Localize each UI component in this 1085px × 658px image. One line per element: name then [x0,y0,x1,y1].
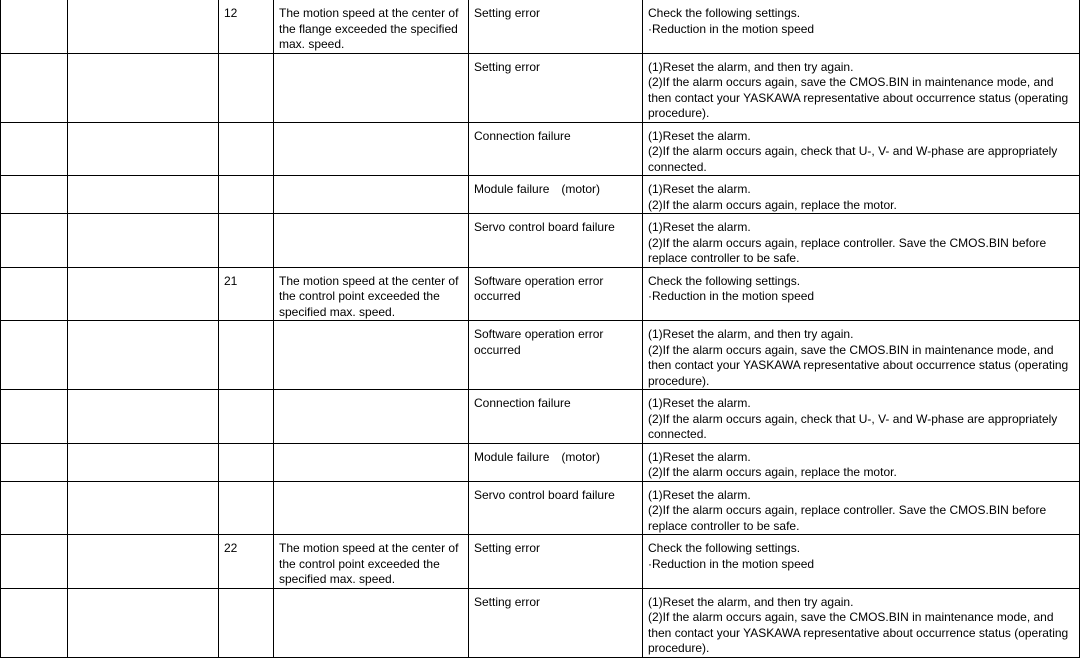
remedy-line: (1)Reset the alarm, and then try again. [648,594,854,609]
alarm-name-cell [68,443,219,481]
meaning-cell [274,176,469,214]
alarm-number-cell [1,588,68,657]
table-row [1,535,1080,589]
cause-cell: Setting error [469,53,643,122]
alarm-name-cell [68,122,219,176]
sub-code-cell [219,588,274,657]
table-row [1,481,1080,535]
table-row [1,0,1080,53]
sub-code-cell [219,176,274,214]
table-row [1,390,1080,444]
remedy-line: Check the following settings. [648,6,801,20]
table-row [1,176,1080,214]
remedy-cell [643,481,1080,535]
meaning-text: The motion speed at the center of the control point exceeded the specified max. speed. [279,541,459,586]
meaning-cell [274,267,469,321]
remedy-line: (2)If the alarm occurs again, replace the motor. [648,465,897,479]
table-row [1,443,1080,481]
remedy-line: (1)Reset the alarm. [648,449,751,464]
cause-cell: Setting error [469,0,643,53]
remedy-line: (1)Reset the alarm. [648,220,751,234]
table-row [1,267,1080,321]
alarm-table-body [1,0,1080,657]
meaning-cell [274,390,469,444]
remedy-cell [643,321,1080,390]
alarm-name-cell [68,481,219,535]
remedy-cell [643,53,1080,122]
sub-code-cell [219,390,274,444]
remedy-line: ·Reduction in the motion speed [648,556,815,571]
alarm-name-cell [68,321,219,390]
remedy-cell [643,535,1080,589]
alarm-number-cell [1,214,68,268]
remedy-line: (1)Reset the alarm. [648,396,751,410]
remedy-line: (1)Reset the alarm. [648,487,751,502]
meaning-cell [274,588,469,657]
remedy-cell [643,588,1080,657]
cause-cell: Connection failure [469,390,643,444]
remedy-line: (2)If the alarm occurs again, check that U-, V- and W-phase are appropriately connected. [648,411,1058,441]
remedy-line: (2)If the alarm occurs again, replace controller. Save the CMOS.BIN before replace controller to be safe. [648,503,1047,533]
sub-code-cell: 22 [219,535,274,589]
remedy-cell [643,390,1080,444]
cause-cell: Module failure (motor) [469,176,643,214]
table-row [1,588,1080,657]
alarm-number-cell [1,321,68,390]
alarm-number-cell [1,267,68,321]
cause-cell: Software operation error occurred [469,321,643,390]
table-row [1,53,1080,122]
meaning-text: The motion speed at the center of the flange exceeded the specified max. speed. [279,6,459,51]
alarm-number-cell [1,122,68,176]
cause-cell: Servo control board failure [469,481,643,535]
remedy-cell [643,214,1080,268]
alarm-name-cell [68,0,219,53]
meaning-cell [274,321,469,390]
cause-cell: Connection failure [469,122,643,176]
sub-code-cell [219,443,274,481]
meaning-cell [274,443,469,481]
cause-cell: Setting error [469,588,643,657]
remedy-line: (2)If the alarm occurs again, save the CMOS.BIN in maintenance mode, and then contact your YASKAWA representative about occurrence status (operating procedure). [648,342,1069,388]
remedy-cell [643,0,1080,53]
sub-code-cell [219,481,274,535]
remedy-line: Check the following settings. [648,541,801,555]
alarm-number-cell [1,0,68,53]
table-row [1,321,1080,390]
alarm-number-cell [1,176,68,214]
alarm-name-cell [68,214,219,268]
alarm-number-cell [1,535,68,589]
alarm-name-cell [68,390,219,444]
remedy-line: (1)Reset the alarm. [648,128,751,143]
meaning-cell [274,481,469,535]
meaning-cell [274,214,469,268]
sub-code-cell: 21 [219,267,274,321]
alarm-number-cell [1,390,68,444]
alarm-name-cell [68,53,219,122]
remedy-cell [643,176,1080,214]
remedy-cell [643,443,1080,481]
sub-code-cell [219,53,274,122]
alarm-number-cell [1,481,68,535]
cause-cell: Setting error [469,535,643,589]
table-row [1,214,1080,268]
sub-code-cell: 12 [219,0,274,53]
remedy-line: (1)Reset the alarm, and then try again. [648,59,854,74]
alarm-number-cell [1,53,68,122]
alarm-name-cell [68,588,219,657]
alarm-number-cell [1,443,68,481]
alarm-name-cell [68,267,219,321]
meaning-cell [274,122,469,176]
remedy-line: (2)If the alarm occurs again, save the CMOS.BIN in maintenance mode, and then contact your YASKAWA representative about occurrence status (operating procedure). [648,75,1069,120]
remedy-line: ·Reduction in the motion speed [648,21,815,36]
alarm-name-cell [68,535,219,589]
remedy-cell [643,122,1080,176]
remedy-cell [643,267,1080,321]
meaning-cell [274,0,469,53]
cause-cell: Servo control board failure [469,214,643,268]
remedy-line: Check the following settings. [648,273,801,288]
sub-code-cell [219,122,274,176]
remedy-line: (2)If the alarm occurs again, replace controller. Save the CMOS.BIN before replace controller to be safe. [648,235,1047,265]
sub-code-cell [219,214,274,268]
meaning-cell [274,535,469,589]
cause-cell: Software operation error occurred [469,267,643,321]
alarm-name-cell [68,176,219,214]
remedy-line: (2)If the alarm occurs again, replace the motor. [648,197,897,212]
remedy-line: (2)If the alarm occurs again, save the CMOS.BIN in maintenance mode, and then contact your YASKAWA representative about occurrence status (operating procedure). [648,610,1069,655]
sub-code-cell [219,321,274,390]
remedy-line: (1)Reset the alarm, and then try again. [648,327,854,341]
cause-cell: Module failure (motor) [469,443,643,481]
table-row [1,122,1080,176]
remedy-line: (1)Reset the alarm. [648,182,751,196]
remedy-line: ·Reduction in the motion speed [648,289,815,303]
remedy-line: (2)If the alarm occurs again, check that U-, V- and W-phase are appropriately connected. [648,144,1058,174]
meaning-text: The motion speed at the center of the control point exceeded the specified max. speed. [279,273,459,319]
meaning-cell [274,53,469,122]
